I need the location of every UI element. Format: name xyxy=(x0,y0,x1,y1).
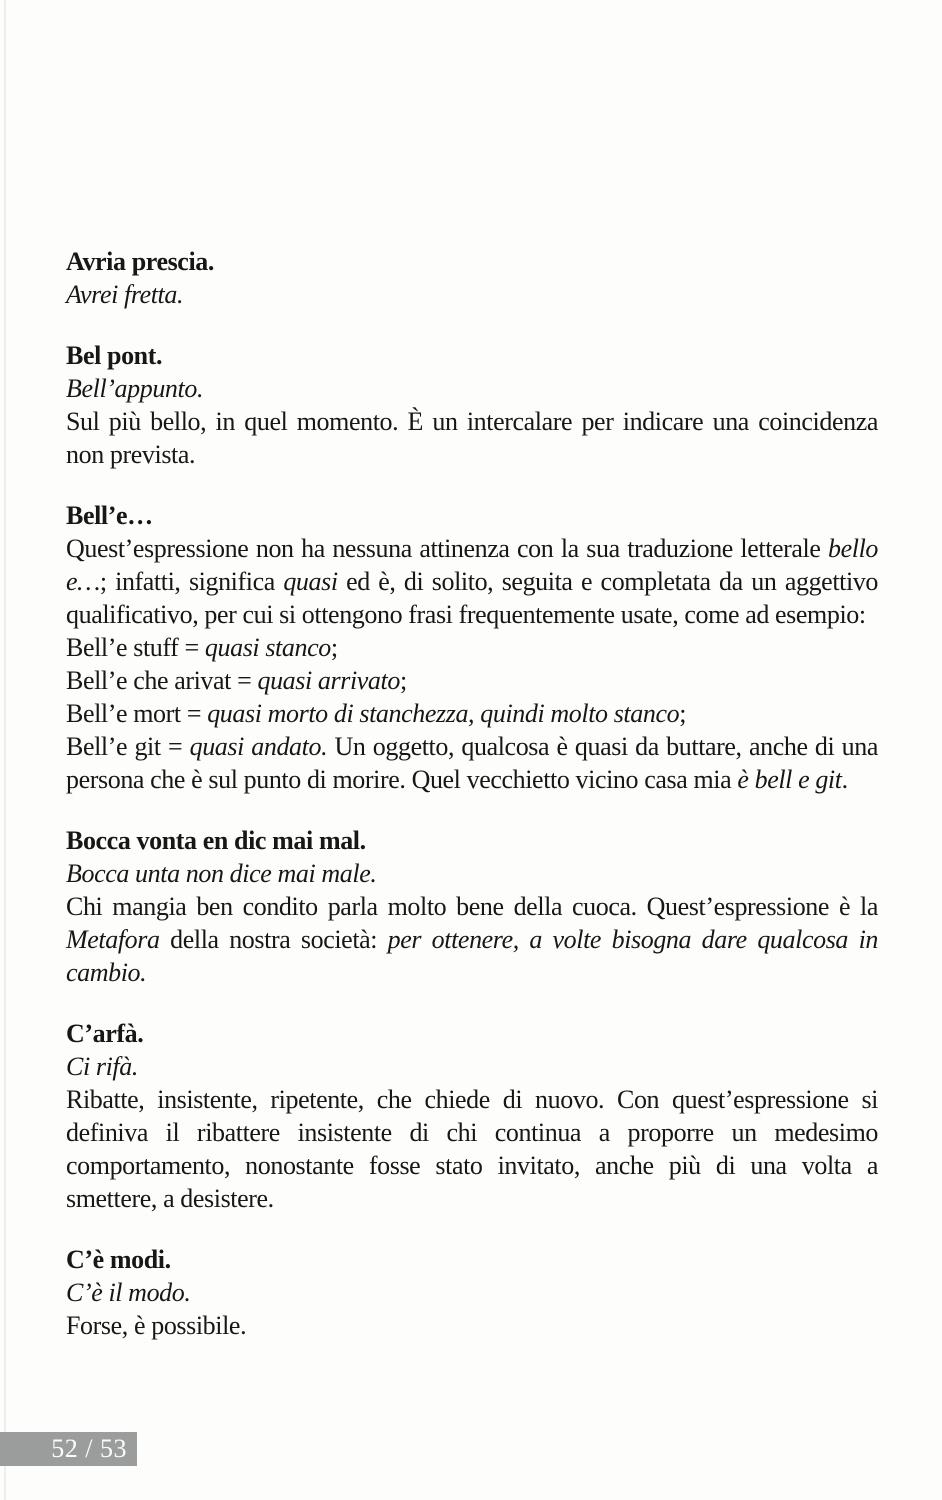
entry-headword: Bell’e… xyxy=(66,501,153,530)
entry-description: Forse, è possibile. xyxy=(66,1311,247,1340)
entry-example: Bell’e mort = quasi morto di stanchezza, quindi molto stanco; xyxy=(66,699,687,728)
dictionary-entry xyxy=(66,339,878,471)
entry-description: Quest’espressione non ha nessuna attinenza con la sua traduzione letterale bello e…; infatti, significa quasi ed è, di solito, seguita e completata da un aggettivo qualificativo, per cui si ottengono frasi frequentemente usate, come ad esempio: xyxy=(66,534,878,629)
dictionary-entry xyxy=(66,1243,878,1342)
dictionary-page-content xyxy=(66,245,878,1342)
entry-headword: C’è modi. xyxy=(66,1245,171,1274)
entry-example: Bell’e git = quasi andato. Un oggetto, qualcosa è quasi da buttare, anche di una persona che è sul punto di morire. Quel vecchietto vicino casa mia è bell e git. xyxy=(66,732,878,794)
entry-translation: Bell’appunto. xyxy=(66,374,204,403)
entry-example: Bell’e stuff = quasi stanco; xyxy=(66,633,338,662)
page-number-badge: 52 / 53 xyxy=(0,1432,137,1466)
entry-headword: Avria prescia. xyxy=(66,247,214,276)
entry-headword: Bocca vonta en dic mai mal. xyxy=(66,826,366,855)
dictionary-entry xyxy=(66,824,878,989)
entry-headword: C’arfà. xyxy=(66,1019,144,1048)
entry-description: Ribatte, insistente, ripetente, che chiede di nuovo. Con quest’espressione si definiva il ribattere insistente di chi continua a proporre un medesimo comportamento, nonostante fosse stato invitato, anche più di una volta a smettere, a desistere. xyxy=(66,1085,878,1213)
entry-translation: Bocca unta non dice mai male. xyxy=(66,859,377,888)
entry-description: Sul più bello, in quel momento. È un intercalare per indicare una coincidenza non prevista. xyxy=(66,407,878,469)
entry-headword: Bel pont. xyxy=(66,341,163,370)
entry-translation: C’è il modo. xyxy=(66,1278,191,1307)
entry-translation: Ci rifà. xyxy=(66,1052,138,1081)
entry-description: Chi mangia ben condito parla molto bene della cuoca. Quest’espressione è la Metafora della nostra società: per ottenere, a volte bisogna dare qualcosa in cambio. xyxy=(66,892,878,987)
entry-example: Bell’e che arivat = quasi arrivato; xyxy=(66,666,407,695)
scan-artifact-line xyxy=(4,0,6,1500)
dictionary-entry xyxy=(66,499,878,796)
entry-translation: Avrei fretta. xyxy=(66,280,184,309)
dictionary-entry xyxy=(66,245,878,311)
dictionary-entry xyxy=(66,1017,878,1215)
